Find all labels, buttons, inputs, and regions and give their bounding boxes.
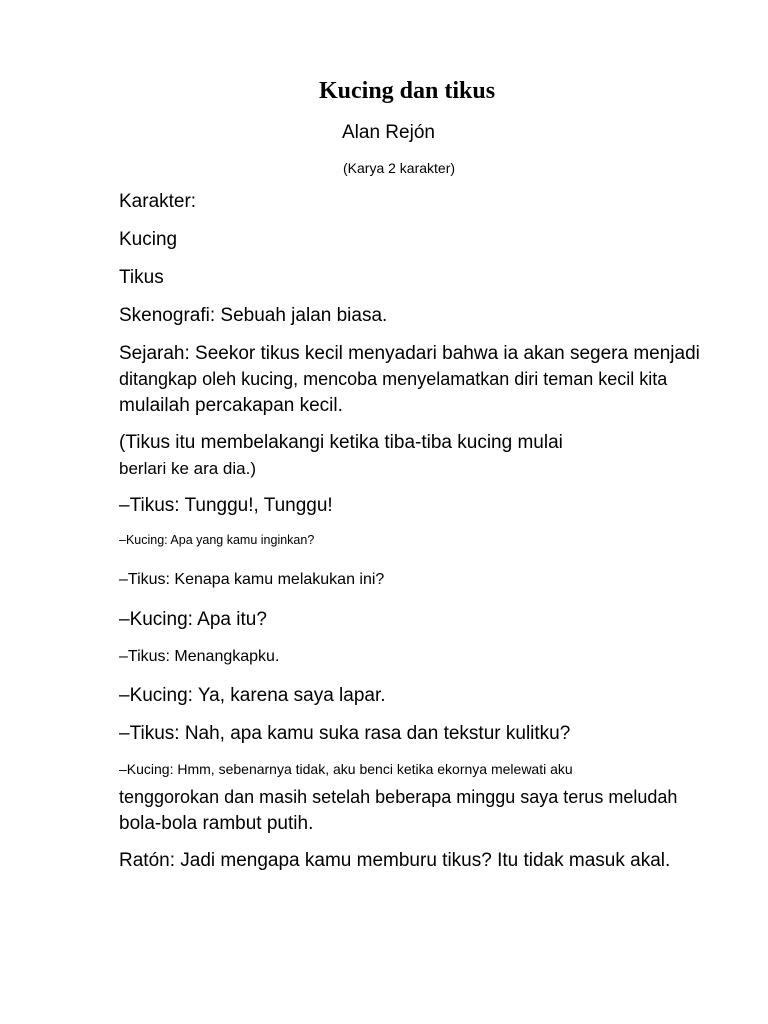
- dialogue-line: –Tikus: Tunggu!, Tunggu!: [119, 495, 333, 516]
- dialogue-line: Ratón: Jadi mengapa kamu memburu tikus? Itu tidak masuk akal.: [119, 850, 671, 871]
- dialogue-line: –Kucing: Ya, karena saya lapar.: [119, 685, 386, 706]
- stage-direction-line-1: (Tikus itu membelakangi ketika tiba-tiba kucing mulai: [119, 432, 563, 453]
- dialogue-line: –Tikus: Menangkapku.: [119, 648, 280, 665]
- dialogue-line: –Tikus: Nah, apa kamu suka rasa dan tekstur kulitku?: [119, 723, 571, 744]
- characters-heading: Karakter:: [119, 191, 197, 212]
- history-line-1: Sejarah: Seekor tikus kecil menyadari bahwa ia akan segera menjadi: [119, 343, 700, 364]
- dialogue-line: –Kucing: Apa yang kamu inginkan?: [119, 533, 315, 547]
- dialogue-line: tenggorokan dan masih setelah beberapa minggu saya terus meludah: [119, 787, 678, 807]
- history-line-2: ditangkap oleh kucing, mencoba menyelamatkan diri teman kecil kita: [119, 369, 668, 389]
- cast-note: (Karya 2 karakter): [343, 160, 456, 176]
- character-cat: Kucing: [119, 229, 178, 250]
- dialogue-line: –Tikus: Kenapa kamu melakukan ini?: [119, 571, 385, 588]
- stage-direction-line-2: berlari ke ara dia.): [119, 459, 257, 478]
- author-name: Alan Rejón: [342, 122, 435, 143]
- dialogue-line: bola-bola rambut putih.: [119, 813, 314, 834]
- dialogue-line: –Kucing: Apa itu?: [119, 609, 267, 630]
- scenography-line: Skenografi: Sebuah jalan biasa.: [119, 305, 388, 326]
- dialogue-line: –Kucing: Hmm, sebenarnya tidak, aku benci ketika ekornya melewati aku: [119, 761, 573, 777]
- character-mouse: Tikus: [119, 267, 164, 288]
- document-title: Kucing dan tikus: [319, 78, 496, 104]
- history-line-3: mulailah percakapan kecil.: [119, 395, 343, 416]
